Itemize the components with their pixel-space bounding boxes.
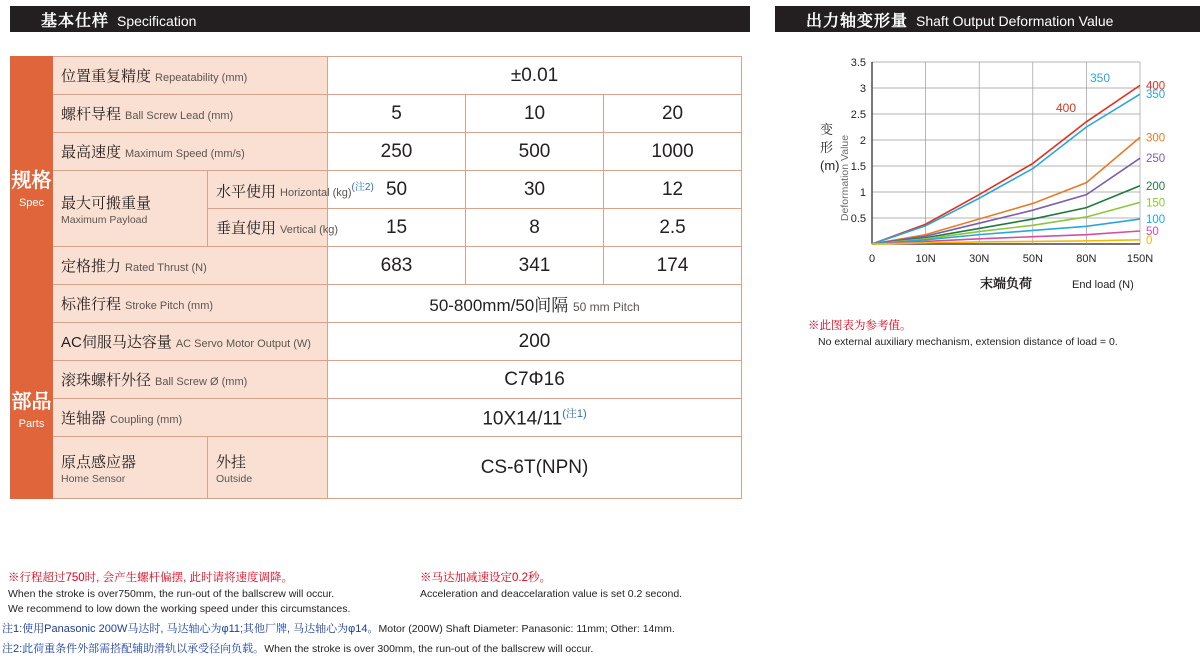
chart-note-cn: ※此图表为参考值。 [808, 320, 912, 332]
footnote-stroke-en-1: When the stroke is over750mm, the run-out of the ballscrew will occur. [8, 587, 335, 600]
value-stroke-pitch-cn: 50-800mm/50间隔 [429, 296, 569, 315]
value-ball-screw-diameter: C7Φ16 [328, 361, 742, 399]
svg-text:(m): (m) [820, 158, 840, 173]
spec-title-cn: 基本仕样 [41, 12, 110, 30]
svg-text:2.5: 2.5 [850, 109, 866, 121]
row-label-home-sensor: 原点感应器 Home Sensor [53, 437, 208, 499]
svg-text:350: 350 [1146, 89, 1166, 102]
group-label-parts [11, 323, 53, 499]
group-label-spec [11, 57, 53, 323]
row-label-repeatability: 位置重复精度 Repeatability (mm) [53, 57, 328, 95]
value-vertical-1: 15 [328, 209, 466, 247]
footnote-note1-cn: 注1:使用Panasonic 200W马达时, 马达轴心为φ11;其他厂牌, 马达轴心为φ14。 [2, 623, 379, 635]
row-label-outside: 外挂 Outside [208, 437, 328, 499]
footnote-acceleration-en: Acceleration and deaccelaration value is set 0.2 second. [420, 587, 683, 600]
row-label-ball-screw-lead: 螺杆导程 Ball Screw Lead (mm) [53, 95, 328, 133]
svg-text:Deformation Value: Deformation Value [839, 134, 851, 222]
specification-section-header [10, 6, 750, 32]
footnote-acceleration-cn: ※马达加减速设定0.2秒。 [420, 572, 551, 584]
value-speed-1: 250 [328, 133, 466, 171]
svg-text:2: 2 [859, 135, 866, 147]
svg-text:末端负荷: 末端负荷 [979, 276, 1033, 291]
value-coupling-text: 10X14/11 [482, 408, 563, 430]
footnote-stroke [8, 570, 408, 617]
svg-text:End load (N): End load (N) [1072, 279, 1134, 291]
table-row [11, 399, 742, 437]
chart-reference-note [808, 318, 1188, 350]
svg-text:50: 50 [1146, 226, 1159, 238]
row-label-horizontal: 水平使用 Horizontal (kg)$^{(注2)}$ [208, 171, 328, 209]
row-label-stroke-pitch: 标准行程 Stroke Pitch (mm) [53, 285, 328, 323]
row-label-ball-screw-diameter: 滚珠螺杆外径 Ball Screw Ø (mm) [53, 361, 328, 399]
group-label-parts-en: Parts [18, 417, 45, 430]
row-label-ac-servo-motor: AC伺服马达容量 AC Servo Motor Output (W) [53, 323, 328, 361]
deformation-chart [790, 48, 1190, 318]
row-label-coupling: 连轴器 Coupling (mm) [53, 399, 328, 437]
svg-text:0.5: 0.5 [850, 213, 866, 225]
deformation-chart-svg [790, 48, 1190, 318]
svg-text:0: 0 [868, 253, 876, 265]
value-stroke-pitch-en: 50 mm Pitch [572, 300, 640, 314]
group-label-parts-cn: 部品 [11, 391, 52, 414]
svg-text:400: 400 [1056, 101, 1077, 115]
chart-title-cn: 出力轴变形量 [806, 12, 909, 30]
spec-title-en: Specification [117, 12, 197, 29]
svg-text:350: 350 [1090, 71, 1111, 85]
value-horizontal-2: 30 [466, 171, 604, 209]
table-row [11, 437, 742, 499]
value-speed-2: 500 [466, 133, 604, 171]
table-row [11, 247, 742, 285]
footnote-marker-2: (注2) [351, 181, 374, 193]
footnote-note2 [2, 642, 1052, 658]
svg-text:150N: 150N [1126, 253, 1154, 265]
value-thrust-2: 341 [466, 247, 604, 285]
value-stroke-pitch [328, 285, 742, 323]
value-home-sensor: CS-6T(NPN) [328, 437, 742, 499]
svg-text:形: 形 [820, 140, 834, 155]
value-ac-servo-motor: 200 [328, 323, 742, 361]
value-horizontal-1: 50 [328, 171, 466, 209]
row-label-rated-thrust: 定格推力 Rated Thrust (N) [53, 247, 328, 285]
footnote-note1-en: Motor (200W) Shaft Diameter: Panasonic: 11mm; Other: 14mm. [378, 623, 675, 635]
svg-text:3: 3 [859, 83, 866, 95]
value-speed-3: 1000 [604, 133, 742, 171]
footnote-note2-en: When the stroke is over 300mm, the run-out of the ballscrew will occur. [264, 643, 594, 655]
table-row [11, 133, 742, 171]
value-lead-2: 10 [466, 95, 604, 133]
svg-text:250: 250 [1146, 153, 1166, 166]
footnote-stroke-cn: ※行程超过750时, 会产生螺杆偏摆, 此时请将速度调降。 [8, 572, 293, 584]
value-thrust-3: 174 [604, 247, 742, 285]
chart-title-en: Shaft Output Deformation Value [916, 12, 1114, 29]
table-row [11, 323, 742, 361]
svg-text:10N: 10N [915, 253, 936, 265]
svg-text:150: 150 [1146, 197, 1166, 210]
value-horizontal-3: 12 [604, 171, 742, 209]
value-vertical-3: 2.5 [604, 209, 742, 247]
svg-text:80N: 80N [1076, 253, 1097, 265]
value-vertical-2: 8 [466, 209, 604, 247]
value-repeatability: ±0.01 [328, 57, 742, 95]
footnote-acceleration [420, 570, 840, 602]
group-label-spec-cn: 规格 [11, 170, 52, 193]
svg-text:30N: 30N [969, 253, 990, 265]
footnote-marker-1: (注1) [562, 407, 587, 420]
svg-text:400: 400 [1146, 80, 1166, 93]
svg-text:变: 变 [820, 122, 834, 137]
footnote-stroke-en-2: We recommend to low down the working speed under this circumstances. [8, 602, 351, 615]
row-label-maximum-speed: 最高速度 Maximum Speed (mm/s) [53, 133, 328, 171]
value-lead-3: 20 [604, 95, 742, 133]
value-lead-1: 5 [328, 95, 466, 133]
svg-text:100: 100 [1146, 214, 1166, 227]
svg-text:300: 300 [1146, 132, 1166, 145]
row-label-maximum-payload: 最大可搬重量 Maximum Payload [53, 171, 208, 247]
row-label-vertical: 垂直使用 Vertical (kg) [208, 209, 328, 247]
specification-table [10, 56, 742, 499]
svg-text:1: 1 [859, 187, 866, 199]
svg-text:1.5: 1.5 [850, 161, 866, 173]
footnote-note1 [2, 622, 1052, 638]
table-row [11, 285, 742, 323]
table-row [11, 57, 742, 95]
table-row [11, 361, 742, 399]
footnote-note2-cn: 注2:此荷重条件外部需搭配辅助滑轨以承受径向负载。 [2, 643, 265, 655]
svg-text:3.5: 3.5 [850, 57, 866, 69]
table-row [11, 95, 742, 133]
value-coupling [328, 399, 742, 437]
chart-note-en: No external auxiliary mechanism, extension distance of load = 0. [818, 335, 1118, 348]
svg-text:0: 0 [1146, 234, 1153, 247]
table-row [11, 171, 742, 209]
svg-text:200: 200 [1146, 180, 1166, 193]
group-label-spec-en: Spec [18, 196, 45, 209]
chart-section-header [775, 6, 1200, 32]
svg-text:50N: 50N [1022, 253, 1043, 265]
value-thrust-1: 683 [328, 247, 466, 285]
